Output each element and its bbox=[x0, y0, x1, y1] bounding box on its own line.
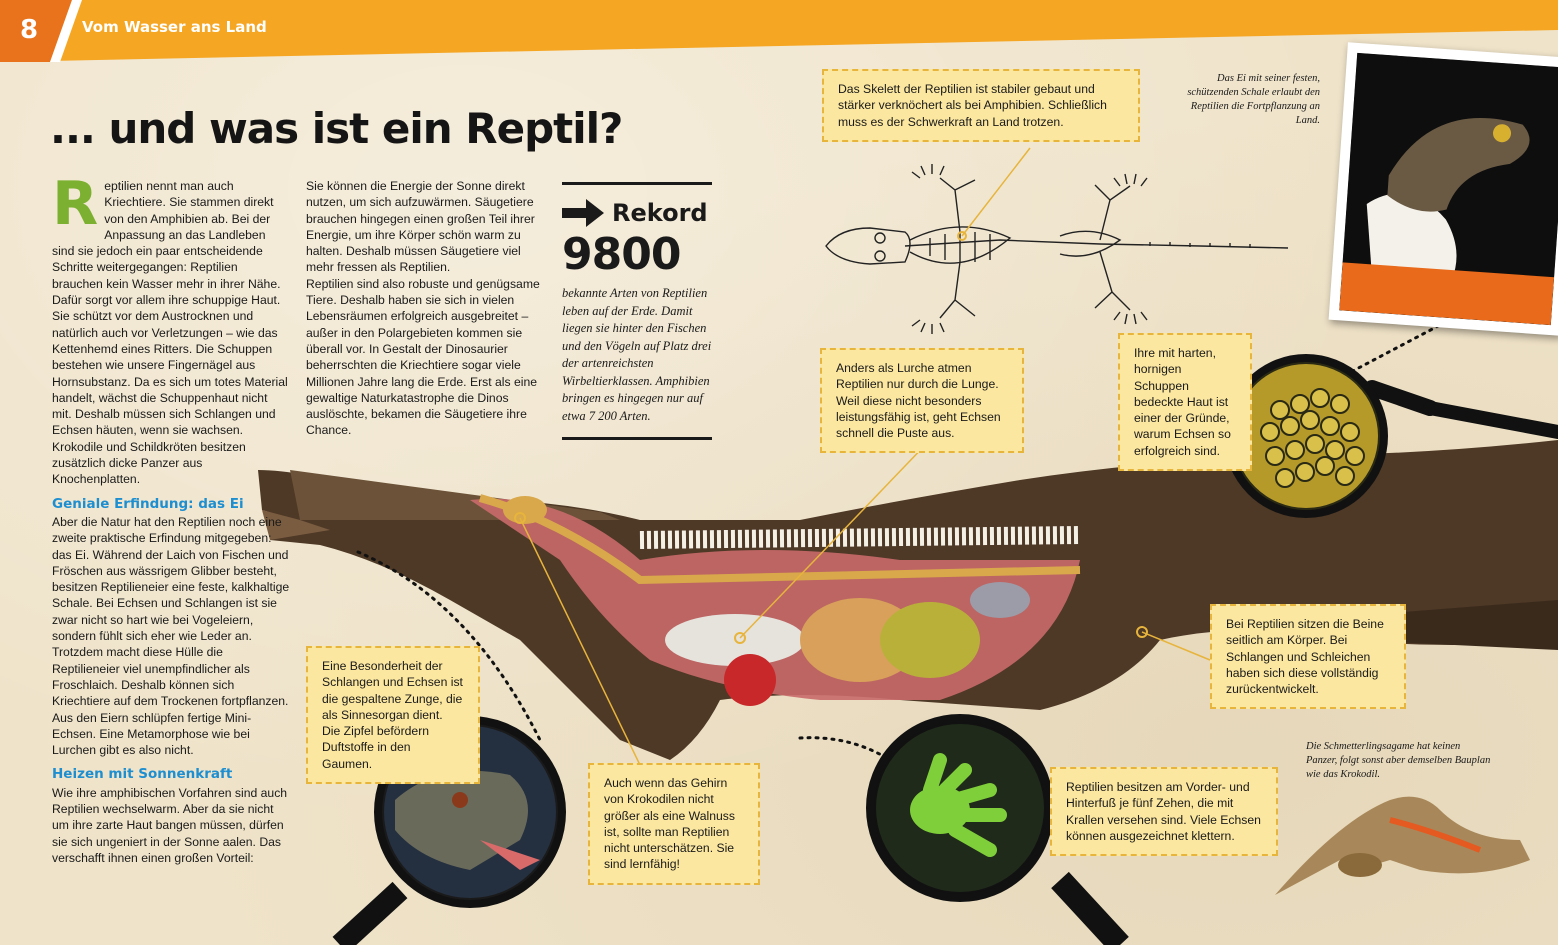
sun-paragraph: Wie ihre amphibischen Vorfahren sind auch Reptilien wechselwarm. Aber da sie nicht um ihre zarte Haut bangen müssen, dürfen sie sich ungeniert in der Sonne aalen. Das verschafft ihnen einen großen Vorteil: bbox=[52, 785, 288, 865]
callout-skeleton: Das Skelett der Reptilien ist stabiler gebaut und stärker verknöchert als bei Amphibien. Schließlich muss es der Schwerkraft an Land trotzen. bbox=[822, 69, 1140, 142]
egg-paragraph: Aber die Natur hat den Reptilien noch eine zweite praktische Erfindung mitgegeben: das Ei. Während der Laich von Fischen und Fröschen aus wässrigem Glibber besteht, besitzen Reptilieneier eine feste, kalkhaltige Schale. Bei Echsen und Schlangen ist sie zwar nicht so hart wie bei Vogeleiern, sondern fühlt sich eher wie Leder an. Trotzdem macht diese Hülle die Reptilieneier viel unempfindlicher als Froschlaich. Deshalb können sich Kriechtiere auf dem Trockenen fortpflanzen. Aus den Eiern schlüpfen fertige Mini-Echsen. Eine Metamorphose wie bei Lurchen gibt es also nicht. bbox=[52, 514, 290, 758]
record-box bbox=[562, 182, 712, 440]
habitat-paragraph: Reptilien sind also robuste und genügsame Tiere. Deshalb haben sie sich in vielen Lebensräumen erfolgreich ausgebreitet – außer in den Polargebieten kommen sie überall vor. In Gestalt der Dinosaurier beherrschten die Kriechtiere sogar viele Millionen Jahre lang die Erde. Erst als eine gewaltige Naturkatastrophe die Dinos auslöschte, bekamen die Säugetiere ihre Chance. bbox=[306, 276, 540, 438]
caption-egg: Das Ei mit seiner festen, schützenden Schale erlaubt den Reptilien die Fortpflanzung an Land. bbox=[1187, 73, 1320, 126]
record-rule-bottom bbox=[562, 437, 712, 440]
subhead-sun: Heizen mit Sonnenkraft bbox=[52, 766, 233, 783]
page-number: 8 bbox=[20, 15, 39, 45]
egg-photo bbox=[1329, 42, 1558, 336]
drop-cap: R bbox=[52, 169, 99, 239]
page-title: ... und was ist ein Reptil? bbox=[50, 104, 623, 153]
arrow-right-icon bbox=[562, 199, 604, 227]
callout-feet: Reptilien besitzen am Vorder- und Hinterfuß je fünf Zehen, die mit Krallen versehen sind. Viele Echsen können ausgezeichnet klettern. bbox=[1050, 767, 1278, 856]
text-column-1 bbox=[52, 169, 290, 866]
intro-paragraph bbox=[52, 169, 290, 488]
record-number: 9800 bbox=[562, 229, 681, 280]
text-column-2 bbox=[306, 178, 542, 439]
caption-agama: Die Schmetterlingsagame hat keinen Panzer, folgt sonst aber demselben Bauplan wie das Krokodil. bbox=[1306, 741, 1491, 780]
intro-text: eptilien nennt man auch Kriechtiere. Sie stammen direkt von den Amphibien ab. Bei der Anpassung an das Landleben sind sie jedoch ein paar entscheidende Schritte weitergegangen: Reptilien brauchen kein Wasser mehr in ihrer Nähe. Dafür sorgt vor allem ihre schuppige Haut. Sie schützt vor dem Austrocknen und natürlich auch vor Verletzungen – wie das Kettenhemd eines Ritters. Die Schuppen bestehen wie unsere Fingernägel aus Hornsubstanz. Da es sich um totes Material handelt, wächst die Schuppenhaut nicht mit. Deshalb müssen sich Schlangen und Echsen häuten, wenn sie wachsen. Krokodile und Schildkröten besitzen zusätzlich dicke Panzer aus Knochenplatten. bbox=[52, 179, 288, 487]
record-rule-top bbox=[562, 182, 712, 185]
callout-brain: Auch wenn das Gehirn von Krokodilen nicht größer als eine Walnuss ist, sollte man Reptilien nicht unterschätzen. Sie sind lernfähig! bbox=[588, 763, 760, 885]
record-heading bbox=[562, 199, 712, 227]
energy-paragraph: Sie können die Energie der Sonne direkt nutzen, um sich aufzuwärmen. Säugetiere brauchen hingegen einen großen Teil ihrer Energie, um ihre Körper schön warm zu halten. Deshalb müssen Säugetiere viel mehr fressen als Reptilien. bbox=[306, 179, 535, 275]
callout-lungs: Anders als Lurche atmen Reptilien nur durch die Lunge. Weil diese nicht besonders leistungsfähig ist, geht Echsen schnell die Puste aus. bbox=[820, 348, 1024, 453]
egg-hatchling-image bbox=[1339, 53, 1558, 325]
callout-legs: Bei Reptilien sitzen die Beine seitlich am Körper. Bei Schlangen und Schleichen haben sich diese vollständig zurückentwickelt. bbox=[1210, 604, 1406, 709]
skeleton-pointer bbox=[962, 148, 1030, 236]
section-title: Vom Wasser ans Land bbox=[82, 18, 267, 36]
record-text: bekannte Arten von Reptilien leben auf der Erde. Damit liegen sie hinter den Fischen und den Vögeln auf Platz drei der artenreichsten Wirbeltierklassen. Amphibien bringen es hingegen nur auf etwa 7 200 Arten. bbox=[562, 286, 712, 423]
callout-tongue: Eine Besonderheit der Schlangen und Echsen ist die gespaltene Zunge, die als Sinnesorgan dient. Die Zipfel befördern Duftstoffe in den Gaumen. bbox=[306, 646, 480, 784]
skeleton-drawing bbox=[826, 164, 1288, 334]
agama-illustration bbox=[1275, 797, 1530, 895]
record-label: Rekord bbox=[612, 199, 708, 227]
subhead-egg: Geniale Erfindung: das Ei bbox=[52, 495, 244, 512]
callout-scales: Ihre mit harten, hornigen Schuppen bedeckte Haut ist einer der Gründe, warum Echsen so erfolgreich sind. bbox=[1118, 333, 1252, 471]
